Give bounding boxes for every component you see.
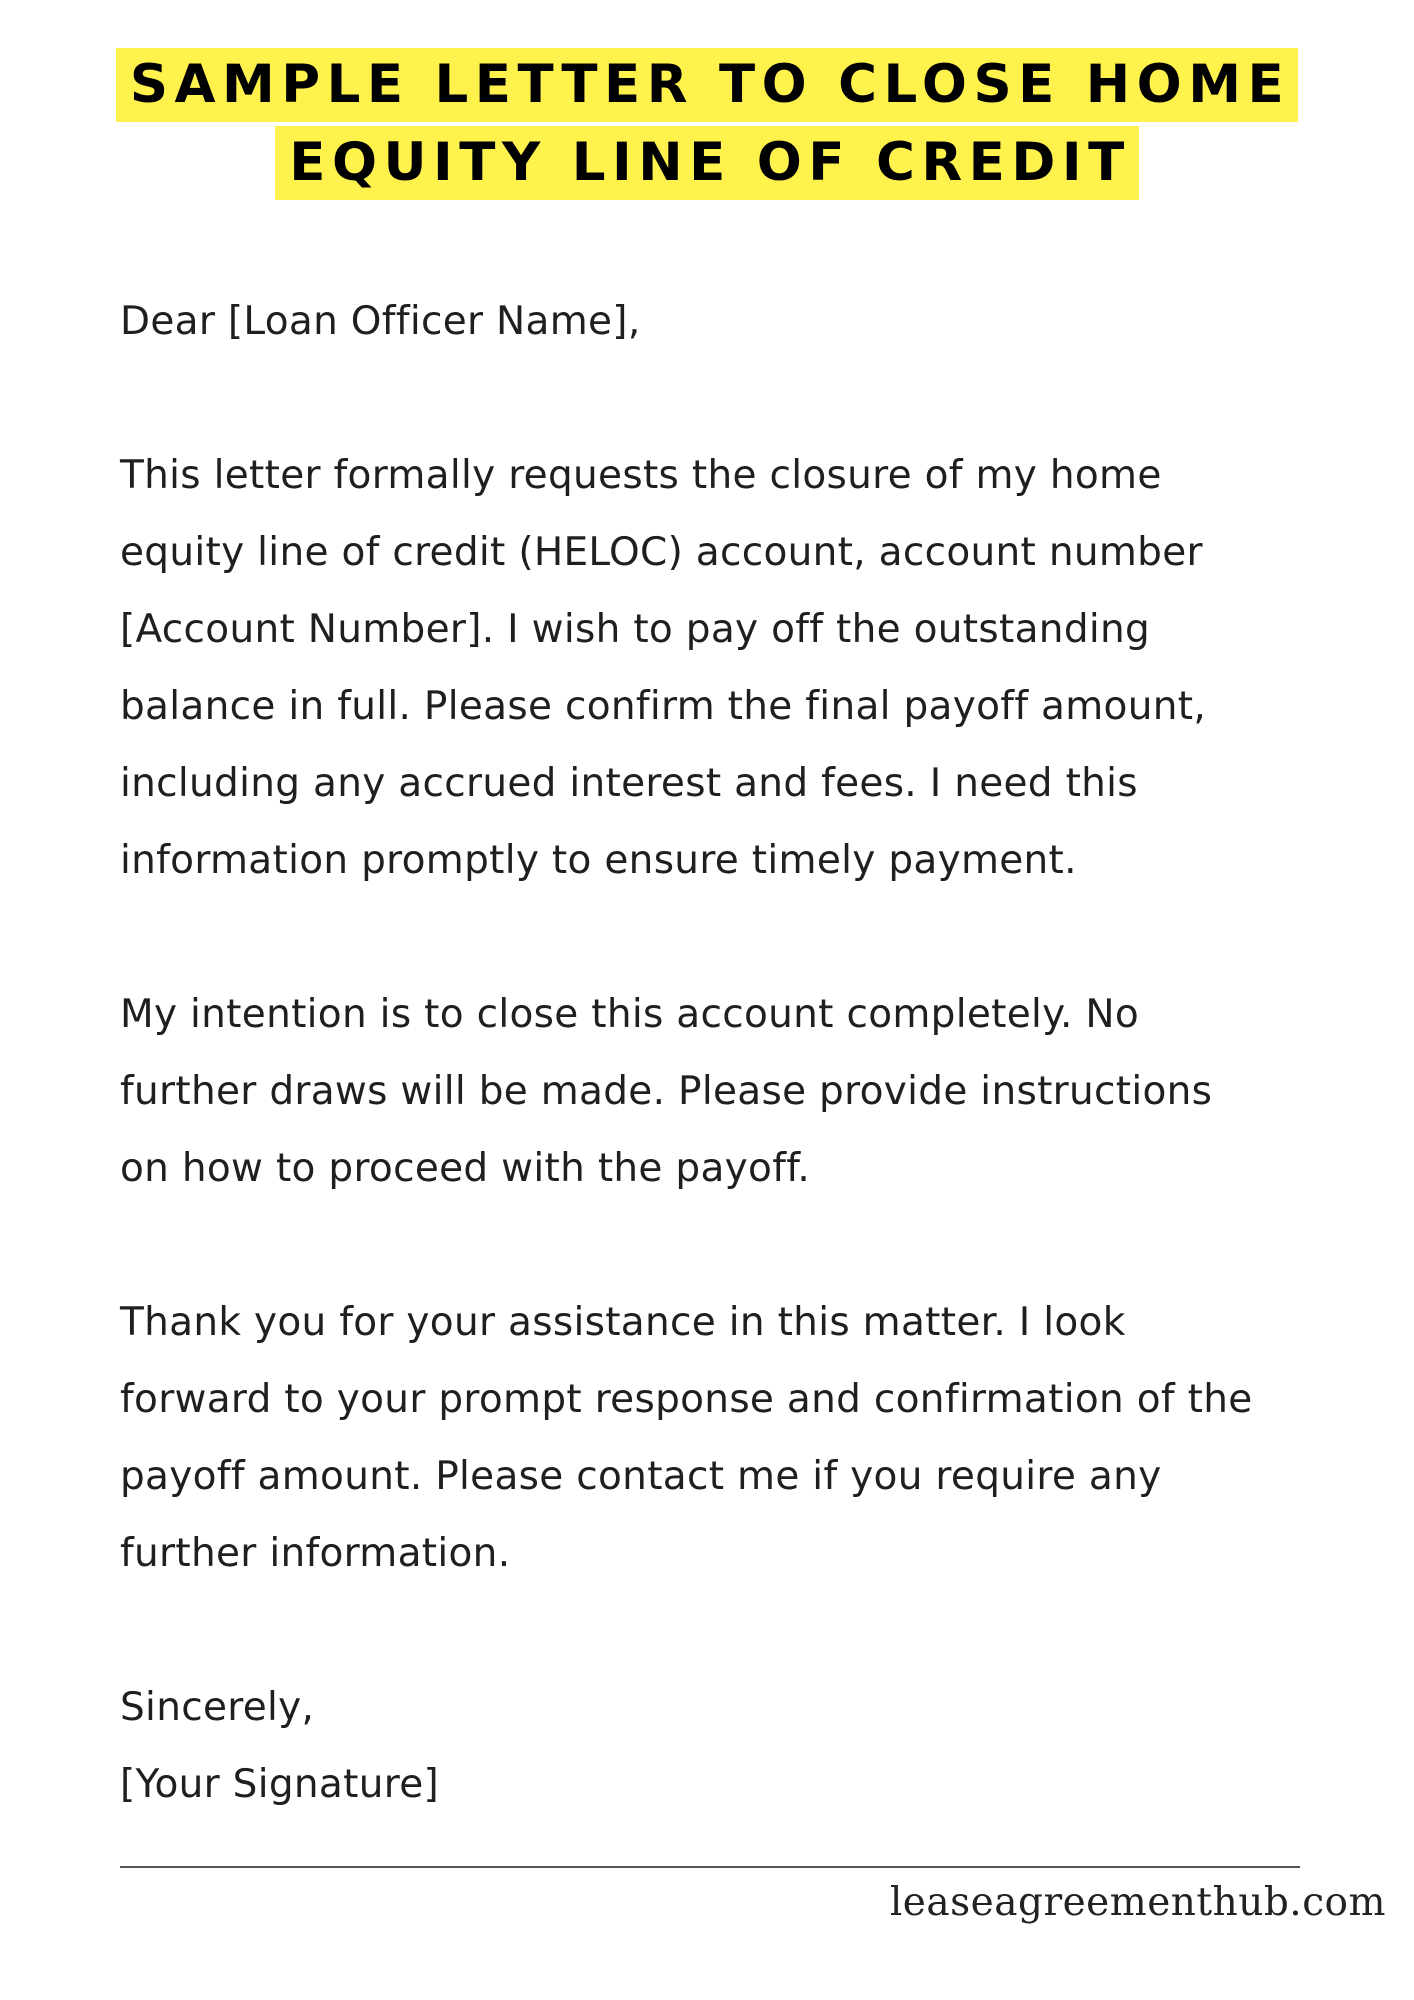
- paragraph-1-line: This letter formally requests the closure of my home: [120, 453, 1162, 498]
- paragraph-1-line: equity line of credit (HELOC) account, account number: [120, 530, 1203, 575]
- paragraph-1-line: including any accrued interest and fees. I need this: [120, 761, 1138, 806]
- paragraph-1-line: [Account Number]. I wish to pay off the outstanding: [120, 607, 1151, 652]
- signature: [Your Signature]: [120, 1762, 440, 1807]
- footer-divider: [120, 1866, 1300, 1868]
- paragraph-2-line: My intention is to close this account completely. No: [120, 992, 1140, 1037]
- paragraph-2: [120, 976, 1360, 1207]
- closing: Sincerely,: [120, 1685, 315, 1730]
- letter-title: [0, 48, 1414, 200]
- paragraph-3-line: payoff amount. Please contact me if you require any: [120, 1454, 1162, 1499]
- closing-block: [120, 1669, 1360, 1823]
- paragraph-1: [120, 437, 1360, 899]
- paragraph-1-line: balance in full. Please confirm the final payoff amount,: [120, 684, 1207, 729]
- paragraph-2-line: further draws will be made. Please provide instructions: [120, 1069, 1213, 1114]
- paragraph-3-line: further information.: [120, 1531, 511, 1576]
- paragraph-1-line: information promptly to ensure timely payment.: [120, 838, 1077, 883]
- paragraph-2-line: on how to proceed with the payoff.: [120, 1146, 811, 1191]
- letter-body: [120, 283, 1360, 1823]
- title-line-2: EQUITY LINE OF CREDIT: [275, 126, 1139, 200]
- paragraph-3-line: Thank you for your assistance in this matter. I look: [120, 1300, 1126, 1345]
- title-line-1: SAMPLE LETTER TO CLOSE HOME: [116, 48, 1298, 122]
- paragraph-3-line: forward to your prompt response and confirmation of the: [120, 1377, 1253, 1422]
- paragraph-3: [120, 1284, 1360, 1592]
- footer-site-name: leaseagreementhub.com: [889, 1880, 1386, 1925]
- salutation: Dear [Loan Officer Name],: [120, 299, 641, 344]
